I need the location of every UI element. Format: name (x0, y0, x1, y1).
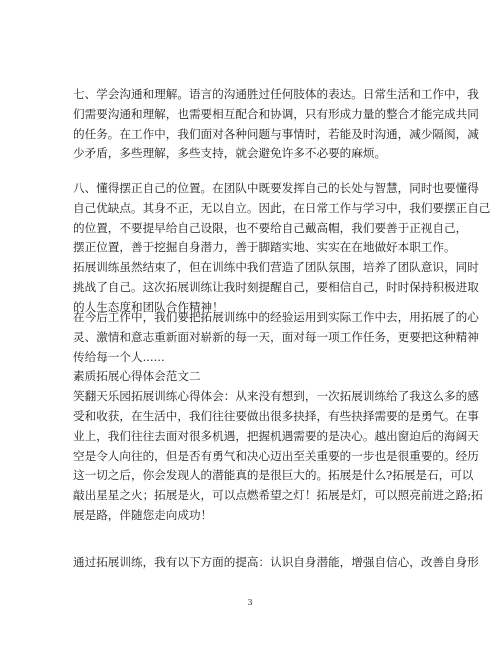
text-line: 七、学会沟通和理解。语言的沟通胜过任何肢体的表达。日常生活和工作中，我 (73, 87, 479, 101)
text-line: 展是路，伴随您走向成功！ (73, 508, 213, 522)
text-line: 少矛盾，多些理解，多些支持，就会避免许多不必要的麻烦。 (73, 146, 387, 161)
text-line: 通过拓展训练，我有以下方面的提高：认识自身潜能，增强自信心，改善自身形 (73, 555, 479, 569)
text-line: 的人生态度和团队合作精神！ (73, 299, 224, 314)
text-line: 空是令人向往的，但是否有勇气和决心迈出至关重要的一步也是很重要的。经历 (73, 448, 479, 463)
text-line: 的位置，不要提早给自己设限，也不要给自己戴高帽，我们要善于正视自己， (73, 220, 468, 235)
text-line: 素质拓展心得体会范文二 (73, 369, 201, 384)
page-number: 3 (247, 598, 253, 607)
text-line: 的任务。在工作中，我们面对各种问题与事情时，若能及时沟通，减少隔阂，减 (73, 126, 479, 141)
text-line: 受和收获，在生活中，我们往往要做出很多抉择，有些抉择需要的是勇气。在事 (73, 409, 479, 423)
text-line: 笑翻天乐园拓展训练心得体会：从来没有想到，一次拓展训练给了我这么多的感 (73, 389, 479, 404)
text-line: 在今后工作中，我们要把拓展训练中的经验运用到实际工作中去，用拓展了的心 (73, 310, 479, 324)
text-line: 们需要沟通和理解，也需要相互配合和协调，只有形成力量的整合才能完成共同 (73, 106, 479, 121)
text-line: 业上，我们往往去面对很多机遇，把握机遇需要的是决心。越出窗迫后的海阔天 (73, 428, 479, 443)
text-line: 挑战了自己。这次拓展训练让我时刻提醒自己，要相信自己，时时保持积极进取 (73, 280, 479, 294)
text-line: 传给每一个人...... (73, 349, 165, 364)
text-line: 这一切之后，你会发现人的潜能真的是很巨大的。拓展是什么?拓展是石，可以 (73, 468, 474, 483)
text-line: 八、懂得摆正自己的位置。在团队中既要发挥自己的长处与智慧，同时也要懂得 (73, 181, 479, 195)
text-line: 拓展训练虽然结束了，但在训练中我们营造了团队氛围，培养了团队意识，同时 (73, 260, 479, 275)
text-line: 灵、激情和意志重新面对崭新的每一天，面对每一项工作任务，更要把这种精神 (73, 329, 479, 344)
text-line: 自己优缺点。其身不正，无以自立。因此，在日常工作与学习中，我们要摆正自己 (73, 200, 491, 215)
text-line: 摆正位置，善于挖掘自身潜力，善于脚踏实地、实实在在地做好本职工作。 (73, 240, 456, 255)
text-line: 敲出星星之火；拓展是火，可以点燃希望之灯！拓展是灯，可以照亮前进之路;拓 (73, 488, 483, 503)
